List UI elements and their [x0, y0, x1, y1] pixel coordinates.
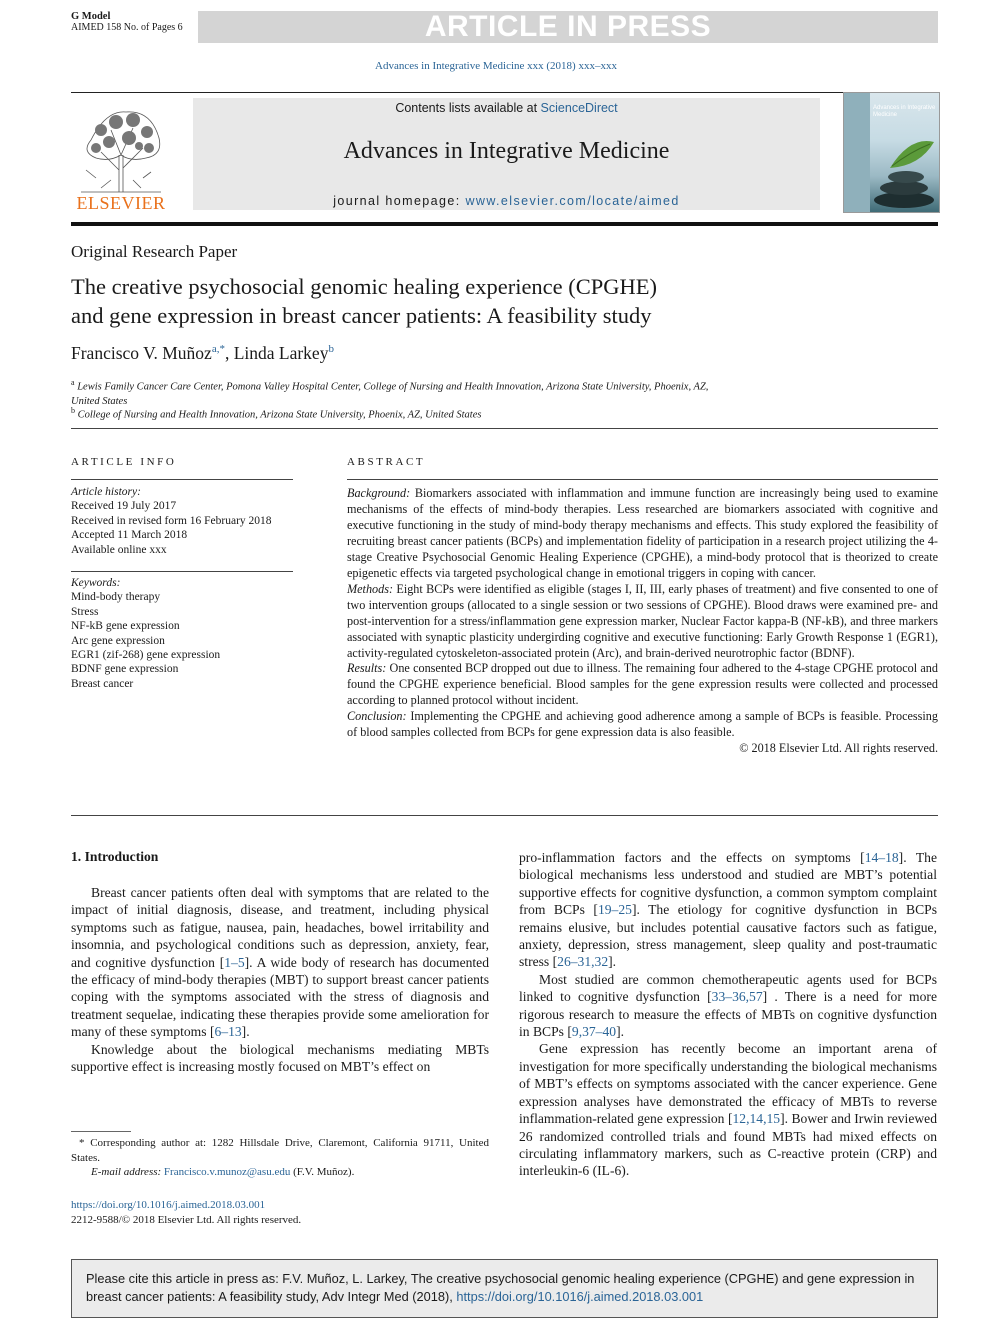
keywords-rule: [71, 571, 293, 572]
r1-text-c: ]. The etiology for cognitive dysfunction in BCPs remains elusive, but includes potential causative factors such as fatigue, anxiety, depression, stress management, sleep quality and post-traumatic stress [: [519, 902, 937, 970]
intro-paragraph-2: Knowledge about the biological mechanisms mediating MBTs supportive effect is increasing mostly focused on MBT’s effect on: [71, 1041, 489, 1075]
p1-text-a: Breast cancer patients often deal with symptoms that are related to the impact of initial diagnosis, disease, and treatment, including physical symptoms such as fatigue, nausea, pain, headaches, bowel irritability and insomnia, and psychological conditions such as depression, anxiety, fear, and cognitive dysfunction [: [71, 885, 489, 970]
cover-stones-leaf-icon: [870, 128, 939, 212]
affiliation-b-text: College of Nursing and Health Innovation, Arizona State University, Phoenix, AZ, United States: [77, 409, 482, 421]
author-list: [71, 343, 334, 364]
header-thick-rule: [71, 222, 938, 226]
methods-text: Eight BCPs were identified as eligible (stages I, II, III, early phases of treatment) and five consented to one of two intervention groups (allocated to a single session or two sessions of CPGHE). Blood draws were examined pre- and post-intervention for a stress/inflammation gene expression marker, Nuclear Factor kappa-B (NF-kB), and three markers associated with synaptic plasticity undergirding cognitive and executive functioning: Early Growth Response 1 (EGR1), activity-regulated cytoskeleton-associated protein (Arc), and brain-derived neurotrophic factor (BDNF).: [347, 581, 938, 660]
abstract-methods: [347, 582, 938, 662]
citation-link[interactable]: 26–31,32: [557, 954, 609, 970]
keywords-block: [71, 576, 293, 691]
citation-link[interactable]: 12,14,15: [732, 1111, 781, 1127]
article-in-press-banner: ARTICLE IN PRESS: [198, 11, 938, 43]
r3-text-b: ]. Bower and Irwin reviewed 26 randomized controlled trials and found MBTs had mixed effects on circulating inflammatory markers, such as C-reactive protein (CRP) and interleukin-6 (IL-6).: [519, 1111, 937, 1179]
citation-link[interactable]: 6–13: [214, 1024, 242, 1040]
right-paragraph-3: [519, 1040, 937, 1179]
keywords-label: Keywords:: [71, 577, 121, 589]
r1-text-a: pro-inflammation factors and the effects on symptoms [: [519, 850, 865, 865]
email-owner: (F.V. Muñoz).: [290, 1166, 355, 1178]
abstract-heading: ABSTRACT: [347, 456, 426, 468]
background-label: Background:: [347, 486, 411, 500]
keyword: NF-kB gene expression: [71, 620, 180, 633]
keyword: BDNF gene expression: [71, 663, 179, 676]
body-right-column: [519, 849, 937, 1180]
keyword: Stress: [71, 605, 99, 618]
p1-text-c: ].: [241, 1024, 250, 1040]
title-bottom-rule: [71, 428, 938, 429]
cite-text: Please cite this article in press as: F.V. Muñoz, L. Larkey, The creative psychosocial genomic healing experience (CPGHE) and gene expression in breast cancer patients: A feasibility study, Adv Integr Med (2018),: [86, 1271, 915, 1304]
author-larkey-affiliation-mark[interactable]: b: [328, 343, 334, 356]
section-heading-introduction: 1. Introduction: [71, 849, 159, 864]
abstract-rule: [347, 479, 938, 480]
affiliation-a-line-2: United States: [71, 395, 128, 407]
abstract-bottom-rule: [71, 815, 938, 816]
abstract-results: [347, 661, 938, 709]
article-title-line-1: The creative psychosocial genomic healing experience (CPGHE): [71, 274, 658, 299]
article-title-line-2: and gene expression in breast cancer patients: A feasibility study: [71, 303, 652, 328]
journal-citation-link[interactable]: Advances in Integrative Medicine xxx (2018) xxx–xxx: [375, 60, 617, 72]
results-text: One consented BCP dropped out due to illness. The remaining four adhered to the 4-stage CPGHE protocol and found the CPGHE experience beneficial. Blood samples for the gene expression results were collected and processed according to planned protocol without incident.: [347, 661, 938, 708]
issn-copyright: 2212-9588/© 2018 Elsevier Ltd. All rights reserved.: [71, 1214, 302, 1226]
keyword: Breast cancer: [71, 677, 134, 690]
journal-homepage-line: [193, 194, 820, 208]
journal-cover-image: [843, 92, 940, 213]
article-info-heading: ARTICLE INFO: [71, 456, 177, 468]
manuscript-number: AIMED 158 No. of Pages 6: [71, 22, 183, 33]
journal-title: Advances in Integrative Medicine: [343, 138, 670, 164]
elsevier-wordmark: ELSEVIER: [76, 193, 166, 213]
article-title: [71, 272, 938, 330]
r3-text-a: Gene expression has recently become an important arena of investigation for more specifically understanding the biological mechanisms of MBT’s effects on symptoms associated with the cancer experience. Gene expression analyses have demonstrated the efficacy of MBTs to reverse inflammation-related gene expression [: [519, 1041, 937, 1127]
affiliation-a-label: a: [71, 378, 75, 387]
history-label: Article history:: [71, 486, 141, 498]
received-date: Received 19 July 2017: [71, 500, 177, 513]
email-line: [71, 1165, 489, 1180]
footnote-star: *: [79, 1137, 85, 1149]
author-munoz[interactable]: Francisco V. Muñoz: [71, 343, 212, 363]
keyword: EGR1 (zif-268) gene expression: [71, 649, 221, 662]
right-paragraph-2: [519, 971, 937, 1041]
background-text: Biomarkers associated with inflammation and immune function are increasingly being used to examine mechanisms of the effects of mind-body therapies. Less researched are biomarkers associated with cognitive and executive functioning in the study of mind-body therapy mechanisms and effects. This study explored the feasibility of recruiting breast cancer patients (BCPs) and implementation fidelity of participation in a research project utilizing the 4-stage Creative Psychosocial Genomic Healing Experience (CPGHE), a mind-body protocol that is theorized to create epigenetic effects via targeted psychological change in emotional triggers in coping with cancer.: [347, 486, 938, 580]
contents-lists-line: [193, 101, 820, 115]
affiliation-a-line-1: Lewis Family Cancer Care Center, Pomona Valley Hospital Center, College of Nursing and Health Innovation, Arizona State University, Phoenix, AZ,: [77, 381, 709, 393]
corresponding-text: Corresponding author at: 1282 Hillsdale Drive, Claremont, California 91711, United States.: [71, 1137, 489, 1164]
citation-link[interactable]: 14–18: [864, 850, 899, 865]
author-munoz-affiliation-mark[interactable]: a,*: [211, 343, 225, 356]
article-type: Original Research Paper: [71, 242, 238, 261]
online-date: Available online xxx: [71, 543, 167, 556]
cover-side-strip: [844, 93, 870, 212]
doi-link[interactable]: https://doi.org/10.1016/j.aimed.2018.03.001: [71, 1199, 266, 1211]
cite-doi-link[interactable]: https://doi.org/10.1016/j.aimed.2018.03.001: [456, 1289, 704, 1304]
article-info-rule: [71, 479, 293, 480]
conclusion-text: Implementing the CPGHE and achieving good adherence among a sample of BCPs is feasible. Processing of blood samples collected from BCPs for gene expression data is also feasible.: [347, 709, 938, 740]
author-larkey[interactable]: Linda Larkey: [233, 343, 329, 363]
methods-label: Methods:: [347, 581, 394, 596]
results-label: Results:: [347, 661, 387, 676]
citation-link[interactable]: 1–5: [224, 954, 245, 970]
corresponding-author-line: [71, 1136, 489, 1165]
cite-this-article-text: [86, 1270, 926, 1306]
intro-paragraph-1: [71, 884, 489, 1041]
homepage-prefix: journal homepage:: [333, 194, 466, 208]
accepted-date: Accepted 11 March 2018: [71, 529, 188, 542]
keyword: Arc gene expression: [71, 634, 165, 647]
header-top-rule: [71, 92, 938, 93]
right-paragraph-1: [519, 849, 937, 971]
r1-text-d: ].: [608, 954, 617, 970]
elsevier-tree-logo-icon: [71, 100, 171, 195]
citation-link[interactable]: 19–25: [597, 902, 632, 918]
contents-prefix: Contents lists available at: [395, 101, 541, 115]
doi-block: [71, 1198, 301, 1228]
abstract-background: [347, 486, 938, 582]
r2-text-b: ] . There is a need for more rigorous research to measure the effects of MBTs on cognitive dysfunction in BCPs [: [519, 989, 937, 1040]
conclusion-label: Conclusion:: [347, 709, 407, 724]
abstract-copyright: © 2018 Elsevier Ltd. All rights reserved.: [739, 741, 938, 756]
r2-text-a: Most studied are common chemotherapeutic agents used for BCPs linked to cognitive dysfunction [: [519, 971, 937, 1005]
citation-link[interactable]: 33–36,57: [711, 989, 763, 1005]
p1-text-b: ]. A wide body of research has documented the efficacy of mind-body therapies (MBT) to support breast cancer patients coping with the symptoms associated with the stress of diagnosis and treatment sequelae, indicating these therapies provide some amelioration for many of these symptoms [: [71, 954, 490, 1040]
email-label: E-mail address:: [91, 1166, 162, 1178]
abstract-conclusion: [347, 709, 938, 741]
affiliation-b-label: b: [71, 406, 75, 415]
affiliation-b: [71, 404, 791, 423]
article-history: [71, 485, 293, 557]
footnote-rule: [71, 1131, 131, 1132]
sciencedirect-link[interactable]: ScienceDirect: [540, 101, 618, 115]
g-model-label: G Model: [71, 11, 111, 22]
citation-link[interactable]: 9,37–40: [571, 1024, 617, 1040]
cover-title: Advances in Integrative Medicine: [873, 105, 936, 118]
revised-date: Received in revised form 16 February 2018: [71, 514, 272, 527]
author-separator: ,: [224, 343, 234, 363]
abstract-body: [347, 486, 938, 757]
body-left-column: [71, 884, 489, 1075]
keyword: Mind-body therapy: [71, 591, 161, 604]
corresponding-author-footnote: [71, 1136, 489, 1180]
r2-text-c: ].: [616, 1024, 625, 1040]
email-link[interactable]: Francisco.v.munoz@asu.edu: [163, 1166, 291, 1178]
r1-text-b: ]. The biological mechanisms less understood and studied are MBT’s potential supportive effects for cognitive dysfunction, a common symptom complaint from BCPs [: [519, 850, 937, 918]
homepage-link[interactable]: www.elsevier.com/locate/aimed: [465, 194, 680, 208]
